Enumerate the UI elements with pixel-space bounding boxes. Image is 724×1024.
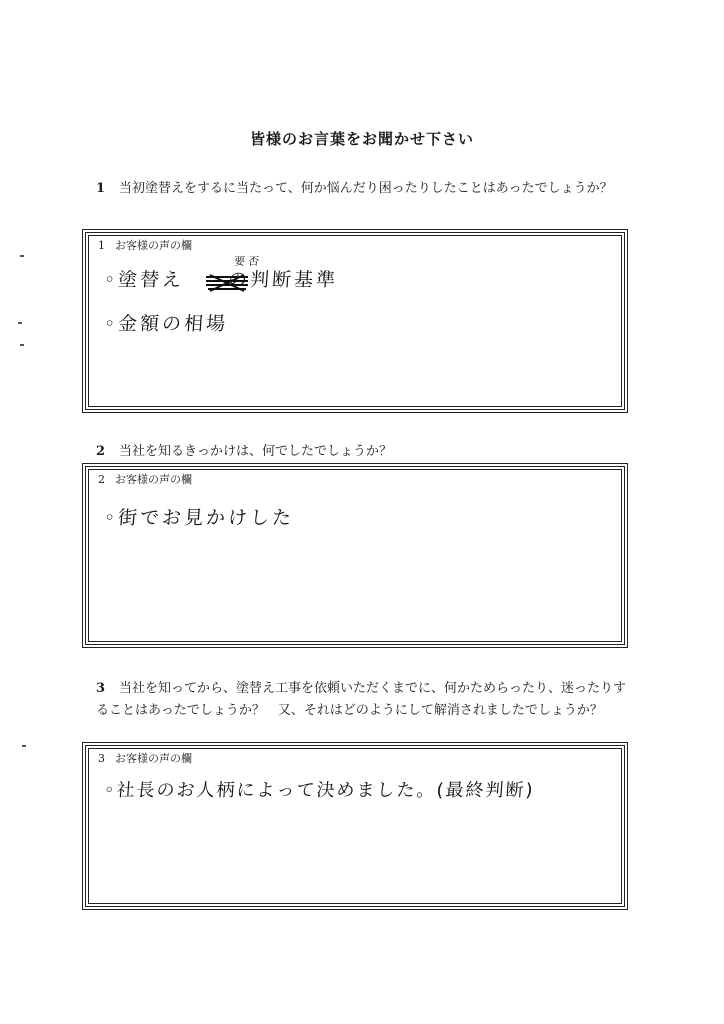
question-3	[96, 678, 636, 722]
question-2	[96, 441, 636, 463]
answer-box-1	[82, 229, 628, 413]
scribble-icon	[204, 271, 250, 293]
scan-mark	[18, 322, 22, 324]
box-label	[98, 471, 192, 487]
scan-mark	[22, 745, 26, 747]
question-number: 2	[96, 444, 106, 459]
question-text: 当社を知ってから、塗替え工事を依頼いただくまでに、何かためらったり、迷ったりすることはあったでしょうか？ 又、それはどのようにして解消されましたでしょうか？	[96, 681, 627, 718]
question-number: 3	[96, 681, 106, 696]
box-number: 2	[98, 473, 105, 486]
handwritten-correction: 要否	[233, 255, 263, 268]
page-title: 皆様のお言葉をお聞かせ下さい	[249, 130, 474, 148]
box-label	[98, 750, 192, 766]
handwritten-answer: ◦街でお見かけした	[103, 507, 295, 529]
question-number: 1	[96, 181, 106, 196]
box-label	[98, 237, 192, 253]
box-number: 3	[98, 752, 105, 765]
handwritten-answer: ◦塗替え の判断基準	[103, 269, 339, 291]
question-1	[96, 178, 636, 200]
box-label-text: お客様の声の欄	[115, 239, 192, 252]
answer-box-2	[82, 463, 628, 648]
box-number: 1	[98, 239, 105, 252]
scan-mark	[20, 255, 24, 257]
question-text: 当初塗替えをするに当たって、何か悩んだり困ったりしたことはあったでしょうか？	[119, 181, 613, 196]
answer-box-3	[82, 742, 628, 910]
question-text: 当社を知るきっかけは、何でしたでしょうか？	[119, 444, 393, 459]
handwritten-answer: ◦社長のお人柄によって決めました。(最終判断)	[103, 780, 536, 801]
box-label-text: お客様の声の欄	[115, 473, 192, 486]
scan-mark	[20, 344, 24, 346]
handwritten-answer: ◦金額の相場	[103, 313, 229, 335]
box-label-text: お客様の声の欄	[115, 752, 192, 765]
